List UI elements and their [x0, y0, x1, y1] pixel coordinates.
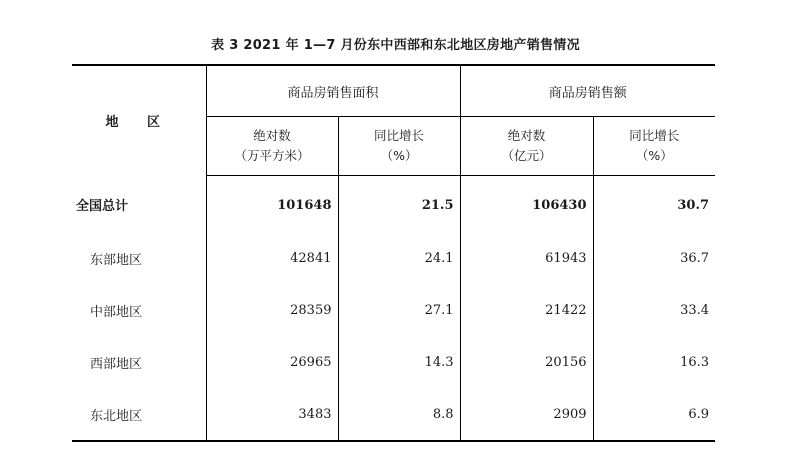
- row-amount-yoy: 30.7: [677, 197, 710, 213]
- sales-table-container: [72, 64, 715, 438]
- area-yoy-header: [338, 117, 460, 176]
- row-area-yoy: 14.3: [338, 336, 460, 388]
- row-area: 101648: [206, 176, 338, 233]
- amount-absolute-label: 绝对数: [507, 128, 546, 143]
- row-amount: 106430: [460, 176, 593, 233]
- amount-yoy-header: [593, 117, 715, 176]
- area-yoy-label: 同比增长: [374, 128, 425, 143]
- table-title: 表 3 2021 年 1—7 月份东中西部和东北地区房地产销售情况: [211, 38, 580, 53]
- header-row-1: [72, 65, 715, 117]
- row-amount-yoy: 6.9: [688, 406, 710, 422]
- row-amount-yoy: 36.7: [680, 250, 710, 266]
- row-area: 26965: [206, 336, 338, 388]
- row-region: 东北地区: [72, 388, 206, 441]
- row-amount: 21422: [460, 284, 593, 336]
- row-amount-yoy: 16.3: [680, 354, 710, 370]
- amount-yoy-label: 同比增长: [629, 128, 680, 143]
- row-area-yoy: 27.1: [338, 284, 460, 336]
- area-group-header: 商品房销售面积: [206, 65, 460, 117]
- row-region: 全国总计: [72, 176, 206, 233]
- row-area-yoy: 21.5: [338, 176, 460, 233]
- area-yoy-unit: （%）: [380, 148, 418, 163]
- real-estate-sales-table: [72, 64, 715, 442]
- row-amount: 20156: [460, 336, 593, 388]
- amount-yoy-unit: （%）: [635, 148, 673, 163]
- row-area: 28359: [206, 284, 338, 336]
- row-area-yoy: 8.8: [338, 388, 460, 441]
- region-header: 地 区: [72, 65, 206, 176]
- row-region: 东部地区: [72, 232, 206, 284]
- area-absolute-label: 绝对数: [253, 128, 291, 143]
- row-amount: 2909: [460, 388, 593, 441]
- table-row: [72, 336, 715, 388]
- amount-group-header: 商品房销售额: [460, 65, 715, 117]
- row-area: 3483: [206, 388, 338, 441]
- amount-absolute-unit: （亿元）: [501, 148, 552, 163]
- area-absolute-header: [206, 117, 338, 176]
- table-row: [72, 388, 715, 441]
- row-area: 42841: [206, 232, 338, 284]
- table-row-national-total: [72, 176, 715, 233]
- area-absolute-unit: （万平方米）: [234, 148, 310, 163]
- table-row: [72, 284, 715, 336]
- row-amount: 61943: [460, 232, 593, 284]
- amount-absolute-header: [460, 117, 593, 176]
- row-amount-yoy: 33.4: [680, 302, 710, 318]
- row-area-yoy: 24.1: [338, 232, 460, 284]
- row-region: 中部地区: [72, 284, 206, 336]
- row-region: 西部地区: [72, 336, 206, 388]
- table-row: [72, 232, 715, 284]
